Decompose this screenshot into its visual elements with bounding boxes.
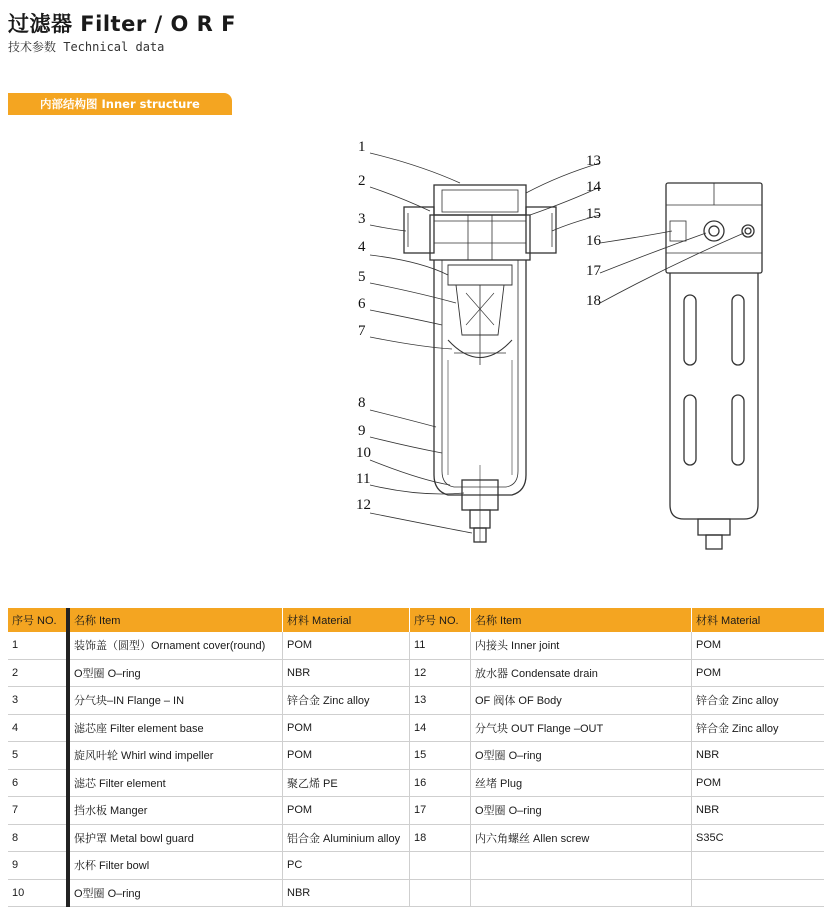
cell-material-2: POM bbox=[692, 659, 825, 687]
cell-item-2: O型圈 O–ring bbox=[471, 742, 692, 770]
table-row bbox=[8, 852, 824, 880]
cell-no: 4 bbox=[8, 714, 68, 742]
cell-no: 6 bbox=[8, 769, 68, 797]
cell-no-2: 16 bbox=[410, 769, 471, 797]
cell-no: 9 bbox=[8, 852, 68, 880]
cell-no: 3 bbox=[8, 687, 68, 715]
callout-1: 1 bbox=[358, 139, 366, 155]
cell-no-2: 13 bbox=[410, 687, 471, 715]
cell-item: 挡水板 Manger bbox=[68, 797, 283, 825]
cell-item-2: O型圈 O–ring bbox=[471, 797, 692, 825]
cell-material: POM bbox=[283, 742, 410, 770]
callout-14: 14 bbox=[586, 179, 601, 195]
col-header-material-2: 材料 Material bbox=[692, 608, 825, 632]
col-header-item-2: 名称 Item bbox=[471, 608, 692, 632]
cell-item: 水杯 Filter bowl bbox=[68, 852, 283, 880]
cell-item: 分气块–IN Flange – IN bbox=[68, 687, 283, 715]
cell-item: 装饰盖（圆型）Ornament cover(round) bbox=[68, 632, 283, 659]
cell-item: O型圈 O–ring bbox=[68, 659, 283, 687]
table-row bbox=[8, 659, 824, 687]
cell-no-2: 11 bbox=[410, 632, 471, 659]
callout-16: 16 bbox=[586, 233, 601, 249]
cell-item: 旋风叶轮 Whirl wind impeller bbox=[68, 742, 283, 770]
cell-material-2 bbox=[692, 852, 825, 880]
table-row bbox=[8, 742, 824, 770]
cell-material-2: NBR bbox=[692, 742, 825, 770]
cell-no: 10 bbox=[8, 879, 68, 907]
table-row bbox=[8, 879, 824, 907]
cell-no-2 bbox=[410, 879, 471, 907]
cell-item: O型圈 O–ring bbox=[68, 879, 283, 907]
cell-item-2: 分气块 OUT Flange –OUT bbox=[471, 714, 692, 742]
inner-structure-drawing bbox=[330, 135, 830, 565]
page-title: 过滤器 Filter / O R F bbox=[8, 12, 236, 36]
callout-17: 17 bbox=[586, 263, 601, 279]
cell-material: NBR bbox=[283, 879, 410, 907]
cell-material: NBR bbox=[283, 659, 410, 687]
cell-item: 保护罩 Metal bowl guard bbox=[68, 824, 283, 852]
callout-13: 13 bbox=[586, 153, 601, 169]
cell-material-2: 锌合金 Zinc alloy bbox=[692, 687, 825, 715]
cell-material-2: 锌合金 Zinc alloy bbox=[692, 714, 825, 742]
cell-no-2: 14 bbox=[410, 714, 471, 742]
section-tag: 内部结构图 Inner structure bbox=[8, 93, 232, 115]
callout-12: 12 bbox=[356, 497, 371, 513]
callout-10: 10 bbox=[356, 445, 371, 461]
table-row bbox=[8, 769, 824, 797]
cell-material-2: NBR bbox=[692, 797, 825, 825]
callout-6: 6 bbox=[358, 296, 366, 312]
cell-no: 5 bbox=[8, 742, 68, 770]
callout-15: 15 bbox=[586, 206, 601, 222]
cell-item: 滤芯座 Filter element base bbox=[68, 714, 283, 742]
cell-no: 1 bbox=[8, 632, 68, 659]
callout-5: 5 bbox=[358, 269, 366, 285]
cell-no: 8 bbox=[8, 824, 68, 852]
cell-no-2: 18 bbox=[410, 824, 471, 852]
cell-material-2: POM bbox=[692, 769, 825, 797]
cell-item: 滤芯 Filter element bbox=[68, 769, 283, 797]
page-subtitle: 技术参数 Technical data bbox=[8, 40, 165, 54]
cell-material: PC bbox=[283, 852, 410, 880]
callout-18: 18 bbox=[586, 293, 601, 309]
table-row bbox=[8, 797, 824, 825]
cell-no-2: 15 bbox=[410, 742, 471, 770]
cell-item-2: 内六角螺丝 Allen screw bbox=[471, 824, 692, 852]
callout-8: 8 bbox=[358, 395, 366, 411]
table-row bbox=[8, 824, 824, 852]
cell-material: POM bbox=[283, 797, 410, 825]
cell-item-2: 内接头 Inner joint bbox=[471, 632, 692, 659]
cell-item-2: OF 阀体 OF Body bbox=[471, 687, 692, 715]
callout-3: 3 bbox=[358, 211, 366, 227]
cell-no: 2 bbox=[8, 659, 68, 687]
cell-item-2: 丝堵 Plug bbox=[471, 769, 692, 797]
col-header-no: 序号 NO. bbox=[8, 608, 68, 632]
cell-item-2 bbox=[471, 852, 692, 880]
cell-no-2 bbox=[410, 852, 471, 880]
table-header-row bbox=[8, 608, 824, 632]
col-header-no-2: 序号 NO. bbox=[410, 608, 471, 632]
table-row bbox=[8, 714, 824, 742]
cell-item-2: 放水器 Condensate drain bbox=[471, 659, 692, 687]
cell-material-2 bbox=[692, 879, 825, 907]
table-row bbox=[8, 687, 824, 715]
cell-material: 锌合金 Zinc alloy bbox=[283, 687, 410, 715]
cell-material-2: S35C bbox=[692, 824, 825, 852]
cell-material: POM bbox=[283, 714, 410, 742]
cell-material-2: POM bbox=[692, 632, 825, 659]
cell-no-2: 12 bbox=[410, 659, 471, 687]
callout-2: 2 bbox=[358, 173, 366, 189]
parts-table bbox=[8, 608, 824, 907]
table-row bbox=[8, 632, 824, 659]
cell-material: 聚乙烯 PE bbox=[283, 769, 410, 797]
cell-no-2: 17 bbox=[410, 797, 471, 825]
cell-material: 铝合金 Aluminium alloy bbox=[283, 824, 410, 852]
callout-4: 4 bbox=[358, 239, 366, 255]
callout-7: 7 bbox=[358, 323, 366, 339]
col-header-item: 名称 Item bbox=[68, 608, 283, 632]
cell-material: POM bbox=[283, 632, 410, 659]
callout-9: 9 bbox=[358, 423, 366, 439]
cell-item-2 bbox=[471, 879, 692, 907]
cell-no: 7 bbox=[8, 797, 68, 825]
callout-11: 11 bbox=[356, 471, 371, 487]
col-header-material: 材料 Material bbox=[283, 608, 410, 632]
